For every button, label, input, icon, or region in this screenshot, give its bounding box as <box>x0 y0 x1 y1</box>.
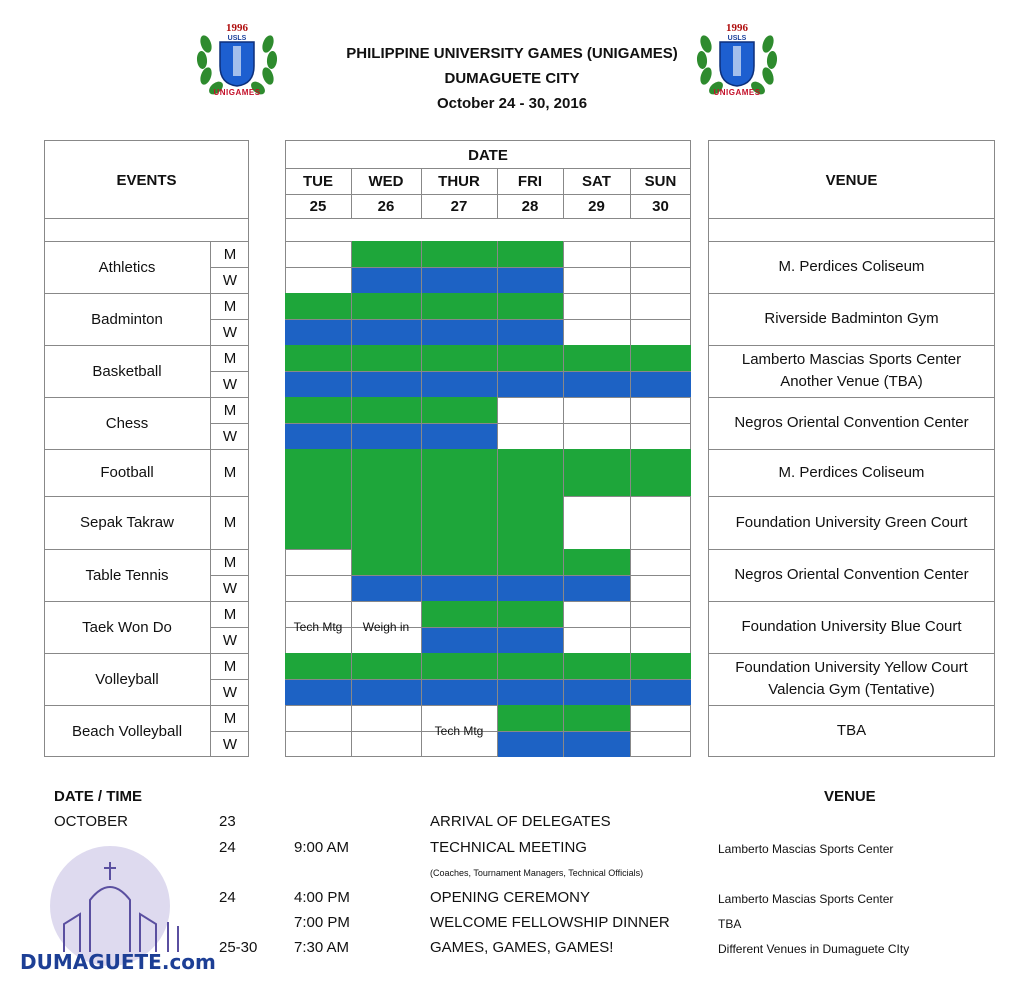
women-session-cell <box>563 679 630 705</box>
schedule-note: Tech Mtg <box>293 619 343 634</box>
grid-line <box>563 496 564 549</box>
event-venue <box>708 345 995 397</box>
men-session-cell <box>630 345 691 371</box>
women-session-cell <box>351 575 421 601</box>
women-session-cell <box>497 679 563 705</box>
men-session-cell <box>497 549 563 575</box>
grid-line <box>210 731 249 732</box>
grid-line <box>421 601 422 653</box>
grid-line <box>563 705 564 757</box>
grid-line <box>421 345 422 397</box>
gender-label: M <box>223 349 237 367</box>
men-session-cell <box>285 397 351 423</box>
women-session-cell <box>563 371 630 397</box>
watermark-text: DUMAGUETE.com <box>20 950 216 974</box>
schedule-venue-header: VENUE <box>824 788 876 805</box>
grid-line <box>630 293 631 345</box>
grid-line <box>351 397 352 449</box>
women-session-cell <box>421 371 497 397</box>
schedule-day: 24 <box>219 889 236 906</box>
logo-brand: UNIGAMES <box>213 88 261 97</box>
men-session-cell <box>497 241 563 267</box>
grid-line <box>497 653 498 705</box>
women-session-cell <box>630 371 691 397</box>
men-session-cell <box>285 496 351 549</box>
men-session-cell <box>351 449 421 496</box>
day-name-26: WED <box>368 173 404 190</box>
grid-line <box>351 241 352 293</box>
logo-brand: UNIGAMES <box>713 88 761 97</box>
women-session-cell <box>351 319 421 345</box>
men-session-cell <box>497 496 563 549</box>
grid-line <box>630 345 631 397</box>
men-session-cell <box>421 653 497 679</box>
grid-line <box>497 241 498 293</box>
event-name: Table Tennis <box>85 566 169 584</box>
women-session-cell <box>497 267 563 293</box>
gender-label: W <box>222 323 238 341</box>
grid-line <box>351 345 352 397</box>
schedule-day: 24 <box>219 839 236 856</box>
grid-line <box>563 241 564 293</box>
women-session-cell <box>285 679 351 705</box>
women-session-cell <box>421 319 497 345</box>
men-session-cell <box>497 293 563 319</box>
men-session-cell <box>563 449 630 496</box>
grid-line <box>351 449 352 496</box>
grid-line <box>630 397 631 449</box>
grid-line <box>351 705 352 757</box>
event-venue <box>708 496 995 549</box>
venue-line: Foundation University Blue Court <box>741 618 962 635</box>
venue-line: Foundation University Yellow Court <box>735 659 968 676</box>
venue-line: Another Venue (TBA) <box>780 373 923 390</box>
logo-usls: USLS <box>227 35 247 42</box>
women-session-cell <box>351 423 421 449</box>
women-session-cell <box>563 575 630 601</box>
gender-label: W <box>222 579 238 597</box>
grid-line <box>351 653 352 705</box>
schedule-time: 4:00 PM <box>294 889 350 906</box>
page-title: PHILIPPINE UNIVERSITY GAMES (UNIGAMES) <box>346 45 678 62</box>
venue-line: TBA <box>836 722 867 739</box>
event-name: Sepak Takraw <box>80 514 174 531</box>
day-number-28: 28 <box>521 198 539 215</box>
men-session-cell <box>497 345 563 371</box>
schedule-month: OCTOBER <box>54 813 128 830</box>
grid-line <box>563 549 564 601</box>
men-session-cell <box>351 345 421 371</box>
gender-label: W <box>222 271 238 289</box>
events-header: EVENTS <box>116 171 177 189</box>
grid-line <box>563 293 564 345</box>
event-venue <box>708 653 995 705</box>
gender-label: M <box>223 514 237 531</box>
event-name: Beach Volleyball <box>71 722 183 740</box>
event-name: Basketball <box>92 362 162 380</box>
grid-line <box>210 627 249 628</box>
grid-line <box>497 496 498 549</box>
women-session-cell <box>421 575 497 601</box>
men-session-cell <box>421 496 497 549</box>
schedule-venue: Lamberto Mascias Sports Center <box>718 892 894 906</box>
grid-line <box>563 653 564 705</box>
grid-line <box>708 218 995 219</box>
venue-line: Foundation University Green Court <box>735 513 968 531</box>
men-session-cell <box>421 293 497 319</box>
grid-line <box>497 345 498 397</box>
grid-line <box>351 496 352 549</box>
men-session-cell <box>563 549 630 575</box>
logo-usls: USLS <box>727 35 747 42</box>
date-time-header: DATE / TIME <box>54 788 143 805</box>
grid-line <box>421 549 422 601</box>
grid-line <box>630 601 631 653</box>
gender-label: M <box>223 709 237 727</box>
event-name: Football <box>100 464 154 481</box>
grid-line <box>630 705 631 757</box>
grid-line <box>630 449 631 496</box>
grid-line <box>421 705 422 757</box>
dumaguete-watermark <box>10 842 216 976</box>
gender-label: W <box>222 375 238 393</box>
gender-label: M <box>223 553 237 571</box>
women-session-cell <box>285 319 351 345</box>
event-venue <box>708 397 995 449</box>
men-session-cell <box>421 549 497 575</box>
grid-line <box>421 449 422 496</box>
grid-line <box>497 601 498 653</box>
day-name-28: FRI <box>517 173 543 190</box>
men-session-cell <box>351 496 421 549</box>
men-session-cell <box>351 549 421 575</box>
women-session-cell <box>497 627 563 653</box>
date-header: DATE <box>468 146 508 164</box>
men-session-cell <box>630 449 691 496</box>
venue-line: Valencia Gym (Tentative) <box>768 681 935 698</box>
page-dates: October 24 - 30, 2016 <box>436 95 588 112</box>
men-session-cell <box>563 705 630 731</box>
men-session-cell <box>351 397 421 423</box>
women-session-cell <box>497 371 563 397</box>
grid-line <box>497 705 498 757</box>
event-venue <box>708 549 995 601</box>
men-session-cell <box>563 345 630 371</box>
grid-line <box>210 423 249 424</box>
event-venue <box>708 705 995 757</box>
grid-line <box>497 397 498 449</box>
men-session-cell <box>285 653 351 679</box>
women-session-cell <box>351 371 421 397</box>
gender-label: W <box>222 427 238 445</box>
logo-year: 1996 <box>226 22 248 34</box>
grid-line <box>210 371 249 372</box>
men-session-cell <box>497 653 563 679</box>
grid-line <box>421 397 422 449</box>
women-session-cell <box>497 731 563 757</box>
day-number-27: 27 <box>450 198 468 215</box>
men-session-cell <box>630 653 691 679</box>
venue-line: Lamberto Mascias Sports Center <box>741 351 962 368</box>
schedule-time: 9:00 AM <box>294 839 350 856</box>
men-session-cell <box>351 241 421 267</box>
men-session-cell <box>421 345 497 371</box>
women-session-cell <box>421 627 497 653</box>
day-name-27: THUR <box>438 173 480 190</box>
gender-label: W <box>222 683 238 701</box>
men-session-cell <box>421 241 497 267</box>
gender-label: W <box>222 631 238 649</box>
women-session-cell <box>421 423 497 449</box>
women-session-cell <box>630 679 691 705</box>
women-session-cell <box>497 319 563 345</box>
schedule-time: 7:30 AM <box>294 939 350 956</box>
event-name: Badminton <box>91 310 163 328</box>
page-city: DUMAGUETE CITY <box>444 70 580 87</box>
gender-label: W <box>222 735 238 753</box>
grid-line <box>630 549 631 601</box>
men-session-cell <box>421 397 497 423</box>
schedule-time: 7:00 PM <box>294 914 350 931</box>
grid-line <box>210 679 249 680</box>
schedule-venue: TBA <box>718 917 742 931</box>
women-session-cell <box>421 267 497 293</box>
grid-line <box>351 549 352 601</box>
day-name-30: SUN <box>644 173 677 190</box>
schedule-venue: Different Venues in Dumaguete CIty <box>718 942 910 956</box>
grid-line <box>285 218 691 219</box>
grid-line <box>563 601 564 653</box>
men-session-cell <box>497 601 563 627</box>
men-session-cell <box>351 653 421 679</box>
women-session-cell <box>285 371 351 397</box>
day-number-30: 30 <box>652 198 669 215</box>
day-number-29: 29 <box>588 198 605 215</box>
schedule-activity: WELCOME FELLOWSHIP DINNER <box>430 914 670 931</box>
women-session-cell <box>351 267 421 293</box>
gender-label: M <box>223 297 237 315</box>
men-session-cell <box>497 449 563 496</box>
men-session-cell <box>497 705 563 731</box>
men-session-cell <box>421 601 497 627</box>
logo-year: 1996 <box>726 22 748 34</box>
schedule-day: 25-30 <box>219 939 258 956</box>
schedule-note: Tech Mtg <box>434 723 484 738</box>
grid-line <box>421 241 422 293</box>
event-venue <box>708 241 995 293</box>
grid-line <box>563 345 564 397</box>
schedule-venue: Lamberto Mascias Sports Center <box>718 842 894 856</box>
day-number-25: 25 <box>309 198 327 215</box>
venue-line: M. Perdices Coliseum <box>778 258 925 275</box>
venue-line: Negros Oriental Convention Center <box>734 566 969 583</box>
venue-line: M. Perdices Coliseum <box>778 463 925 481</box>
event-venue <box>708 601 995 653</box>
men-session-cell <box>421 449 497 496</box>
grid-line <box>630 241 631 293</box>
men-session-cell <box>351 293 421 319</box>
schedule-activity: ARRIVAL OF DELEGATES <box>430 813 611 830</box>
women-session-cell <box>285 423 351 449</box>
grid-line <box>210 575 249 576</box>
schedule-activity: OPENING CEREMONY <box>430 889 591 906</box>
grid-line <box>44 218 249 219</box>
event-venue <box>708 449 995 496</box>
schedule-activity: GAMES, GAMES, GAMES! <box>430 939 614 956</box>
grid-line <box>497 293 498 345</box>
day-number-26: 26 <box>377 198 395 215</box>
grid-line <box>497 549 498 601</box>
grid-line <box>351 293 352 345</box>
grid-line <box>630 653 631 705</box>
grid-line <box>563 449 564 496</box>
grid-line <box>497 449 498 496</box>
day-name-29: SAT <box>582 173 611 190</box>
women-session-cell <box>563 731 630 757</box>
gender-label: M <box>223 401 237 419</box>
schedule-activity: TECHNICAL MEETING <box>430 839 587 856</box>
grid-line <box>210 267 249 268</box>
gender-label: M <box>223 245 237 263</box>
grid-line <box>563 397 564 449</box>
men-session-cell <box>563 653 630 679</box>
schedule-activity-note: (Coaches, Tournament Managers, Technical Officials) <box>430 868 644 878</box>
gender-label: M <box>223 605 237 623</box>
event-venue <box>708 293 995 345</box>
venue-line: Riverside Badminton Gym <box>764 310 939 327</box>
gender-label: M <box>223 657 237 675</box>
day-name-25: TUE <box>303 173 333 190</box>
women-session-cell <box>351 679 421 705</box>
venue-header: VENUE <box>825 171 878 189</box>
men-session-cell <box>285 449 351 496</box>
event-name: Taek Won Do <box>82 618 172 636</box>
schedule-day: 23 <box>219 813 236 830</box>
grid-line <box>421 496 422 549</box>
event-name: Athletics <box>98 258 156 276</box>
men-session-cell <box>285 293 351 319</box>
women-session-cell <box>421 679 497 705</box>
grid-line <box>630 496 631 549</box>
grid-line <box>421 653 422 705</box>
event-name: Chess <box>105 414 149 432</box>
schedule-note: Weigh in <box>362 619 410 634</box>
grid-line <box>351 601 352 653</box>
grid-line <box>421 293 422 345</box>
men-session-cell <box>285 345 351 371</box>
event-name: Volleyball <box>95 670 159 688</box>
gender-label: M <box>223 464 237 481</box>
grid-line <box>210 319 249 320</box>
venue-line: Negros Oriental Convention Center <box>734 414 969 431</box>
women-session-cell <box>497 575 563 601</box>
